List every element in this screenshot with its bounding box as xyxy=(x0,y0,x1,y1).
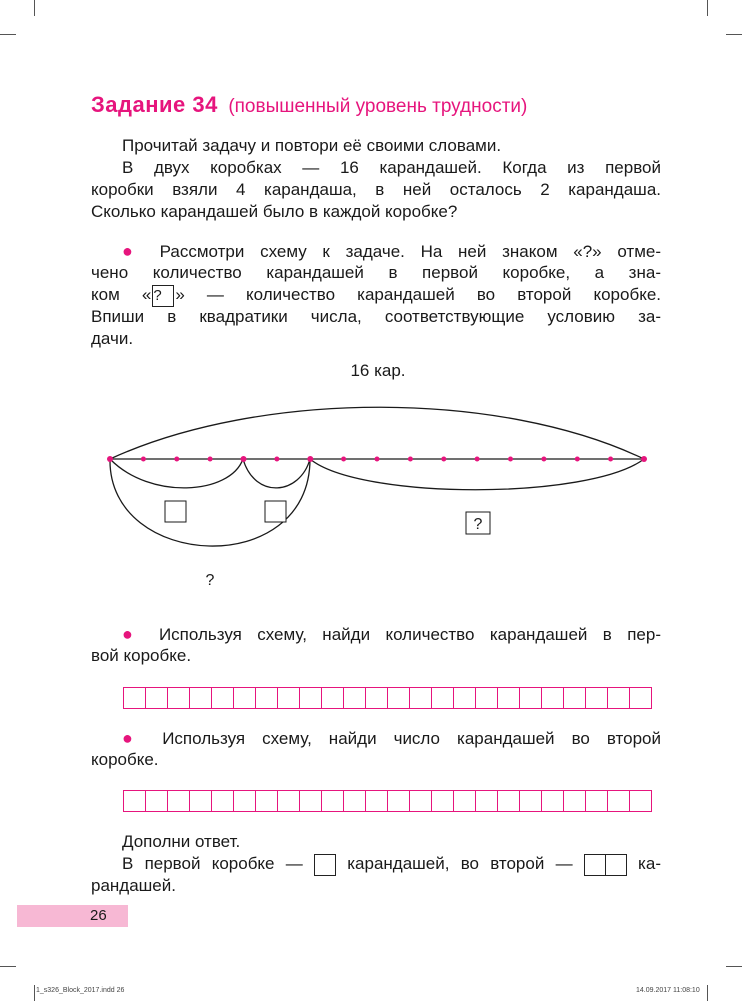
problem-line: Сколько карандашей было в каждой коробке? xyxy=(91,202,458,221)
problem-line: Прочитай задачу и повтори её своими словами. xyxy=(122,136,502,155)
crop-mark xyxy=(34,985,35,1001)
question-line: вой коробке. xyxy=(91,646,192,665)
crop-mark xyxy=(0,34,16,35)
taken-arc xyxy=(110,459,243,488)
total-arc xyxy=(110,407,644,459)
crop-mark xyxy=(34,0,35,16)
scheme-diagram xyxy=(0,350,742,600)
bullet-icon: ● xyxy=(122,624,144,644)
instruction-line: дачи. xyxy=(91,329,134,348)
answer-line: рандашей. xyxy=(91,876,176,895)
instruction-line: Впиши в квадратики числа, соответствующие условию за- xyxy=(91,307,661,326)
question-1 xyxy=(91,623,661,667)
remaining-answer-box[interactable] xyxy=(265,501,286,522)
crop-mark xyxy=(0,966,16,967)
second-box-answer-tens[interactable] xyxy=(584,854,606,876)
total-label: 16 кар. xyxy=(350,361,406,380)
first-box-answer[interactable] xyxy=(314,854,336,876)
remaining-arc xyxy=(243,459,310,488)
crop-mark xyxy=(726,34,742,35)
scheme-instruction xyxy=(91,240,661,350)
answer-line: В первой коробке — карандашей, во второй — ка- xyxy=(91,853,661,875)
answer-grid-2[interactable] xyxy=(123,790,652,812)
question-line: ● Используя схему, найди количество карандашей в пер- xyxy=(122,624,661,644)
instruction-line: чено количество карандашей в первой коробке, а зна- xyxy=(91,263,661,282)
first-box-question: ? xyxy=(205,572,215,589)
task-title xyxy=(91,92,527,118)
problem-text xyxy=(91,135,661,223)
bullet-icon: ● xyxy=(122,728,146,748)
problem-line: В двух коробках — 16 карандашей. Когда из первой xyxy=(122,158,661,177)
taken-answer-box[interactable] xyxy=(165,501,186,522)
question-line: коробке. xyxy=(91,750,159,769)
instruction-line: ком « ? » — количество карандашей во второй коробке. xyxy=(91,284,661,306)
second-box-arc xyxy=(310,459,644,490)
answer-grid-1[interactable] xyxy=(123,687,652,709)
crop-mark xyxy=(707,985,708,1001)
page-number: 26 xyxy=(17,905,128,927)
second-box-answer-units[interactable] xyxy=(606,854,627,876)
answer-line: Дополни ответ. xyxy=(122,832,241,851)
problem-line: коробки взяли 4 карандаша, в ней осталось 2 карандаша. xyxy=(91,180,661,199)
task-difficulty: (повышенный уровень трудности) xyxy=(228,96,528,117)
crop-mark xyxy=(707,0,708,16)
question-line: ● Используя схему, найди число карандашей во второй xyxy=(122,728,661,748)
bullet-icon: ● xyxy=(122,241,144,261)
task-number: Задание 34 xyxy=(91,92,218,117)
question-2 xyxy=(91,727,661,771)
second-box-label: ? xyxy=(473,516,483,533)
answer-section xyxy=(91,831,661,897)
print-slug-right: 14.09.2017 11:08:10 xyxy=(636,987,700,994)
crop-mark xyxy=(726,966,742,967)
print-slug-left: 1_s326_Block_2017.indd 26 xyxy=(36,987,125,994)
question-box-icon: ? xyxy=(152,285,174,307)
instruction-line: ● Рассмотри схему к задаче. На ней знаком «?» отме- xyxy=(122,241,661,261)
